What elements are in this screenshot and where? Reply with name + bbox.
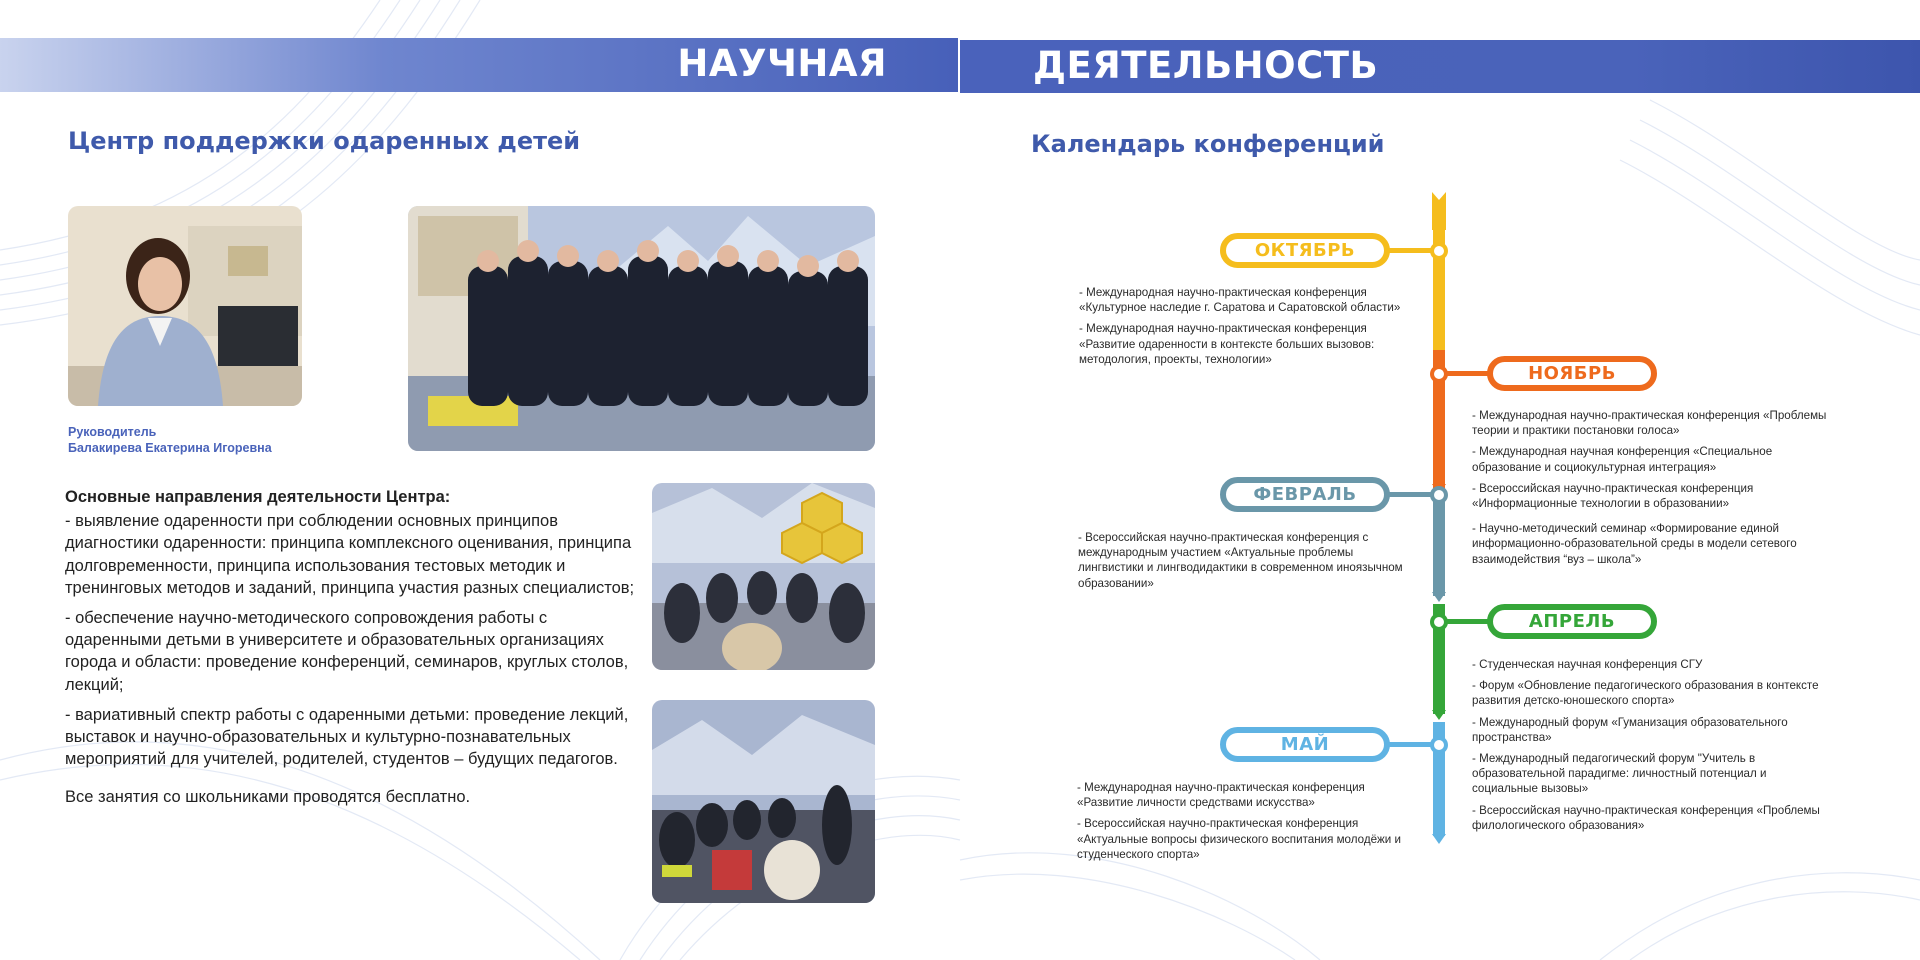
conference-timeline — [1000, 190, 1920, 870]
header-title-right: ДЕЯТЕЛЬНОСТЬ — [1033, 44, 1379, 87]
director-photo-image — [68, 206, 302, 406]
direction-paragraph-1: - выявление одаренности при соблюдении основных принципов диагностики одаренности: принципа комплексного оценивания, принципа долговременности, принципа использования тестовых методик и тренинговых методов и заданий, принципа участия разных специалистов; — [65, 512, 635, 597]
event-november-3: - Всероссийская научно-практическая конференция «Информационные технологии в образовании» — [1472, 481, 1754, 511]
director-name: Балакирева Екатерина Игоревна — [68, 441, 272, 455]
event-february-1: - Всероссийская научно-практическая конференция с международным участием «Актуальные проблемы лингвистики и лингводидактики в современном иноязычном образовании» — [1078, 531, 1403, 590]
events-october — [1079, 285, 1419, 373]
events-may — [1077, 780, 1417, 868]
event-april-5: - Всероссийская научно-практическая конференция «Проблемы филологического образования» — [1472, 803, 1820, 832]
event-november-4: - Научно-методический семинар «Формирование единой информационно-образовательной среды в модели сетевого взаимодействия “вуз – школа”» — [1472, 522, 1797, 566]
events-november — [1472, 408, 1832, 573]
lecture-photo-image — [652, 700, 875, 903]
director-caption — [68, 424, 272, 456]
event-april-4: - Международный педагогический форум "Учитель в образовательной парадигме: личностный потенциал и социальные вызовы» — [1472, 752, 1767, 796]
directions-heading: Основные направления деятельности Центра: — [65, 488, 451, 506]
direction-paragraph-2: - обеспечение научно-методического сопровождения работы с одаренными детьми в университете и образовательных организациях города и области: проведение конференций, семинаров, круглых столов, лекций; — [65, 609, 629, 694]
directions-text — [65, 486, 640, 817]
direction-paragraph-3: - вариативный спектр работы с одаренными детьми: проведение лекций, выставок и научно-образовательных и культурно-познавательных мероприятий для учителей, родителей, студентов – будущих педагогов. — [65, 705, 629, 769]
event-may-2: - Всероссийская научно-практическая конференция «Актуальные вопросы физического воспитания молодёжи и студенческого спорта» — [1077, 817, 1401, 861]
month-pill-november: НОЯБРЬ — [1487, 356, 1657, 391]
event-november-1: - Международная научно-практическая конференция «Проблемы теории и практики постановки голоса» — [1472, 409, 1827, 438]
event-april-3: - Международный форум «Гуманизация образовательного пространства» — [1472, 715, 1788, 744]
center-section-title: Центр поддержки одаренных детей — [68, 127, 581, 155]
event-april-1: - Студенческая научная конференция СГУ — [1472, 658, 1703, 671]
group-photo-image — [408, 206, 875, 451]
may-arrow — [1432, 834, 1446, 844]
connector-february — [1386, 492, 1432, 497]
seminar-photo-image — [652, 483, 875, 670]
month-pill-may: МАЙ — [1220, 727, 1390, 762]
connector-november — [1446, 371, 1490, 376]
events-february — [1078, 530, 1418, 597]
connector-may — [1386, 742, 1432, 747]
event-october-1: - Международная научно-практическая конференция «Культурное наследие г. Саратова и Саратовской области» — [1079, 286, 1401, 315]
free-classes-note: Все занятия со школьниками проводятся бесплатно. — [65, 788, 471, 807]
event-november-2: - Международная научная конференция «Специальное образование и социокультурная интеграция» — [1472, 445, 1773, 474]
month-pill-october: ОКТЯБРЬ — [1220, 233, 1390, 268]
track-february — [1433, 496, 1445, 596]
event-april-2: - Форум «Обновление педагогического образования в контексте развития детско-юношеского спорта» — [1472, 679, 1819, 708]
dot-october — [1430, 242, 1448, 260]
connector-april — [1446, 619, 1490, 624]
event-may-1: - Международная научно-практическая конференция «Развитие личности средствами искусства» — [1077, 781, 1365, 810]
director-role: Руководитель — [68, 425, 157, 439]
april-arrow — [1432, 710, 1446, 720]
header-title-left: НАУЧНАЯ — [677, 42, 887, 85]
calendar-section-title: Календарь конференций — [1031, 130, 1385, 158]
event-october-2: - Международная научно-практическая конференция «Развитие одаренности в контексте больших вызовов: методология, проекты, технологии» — [1079, 322, 1375, 366]
dot-may — [1430, 736, 1448, 754]
events-april — [1472, 657, 1832, 839]
month-pill-april: АПРЕЛЬ — [1487, 604, 1657, 639]
february-arrow — [1432, 592, 1446, 602]
dot-february — [1430, 486, 1448, 504]
connector-october — [1386, 248, 1432, 253]
month-pill-february: ФЕВРАЛЬ — [1220, 477, 1390, 512]
timeline-top-arrow — [1432, 192, 1446, 230]
